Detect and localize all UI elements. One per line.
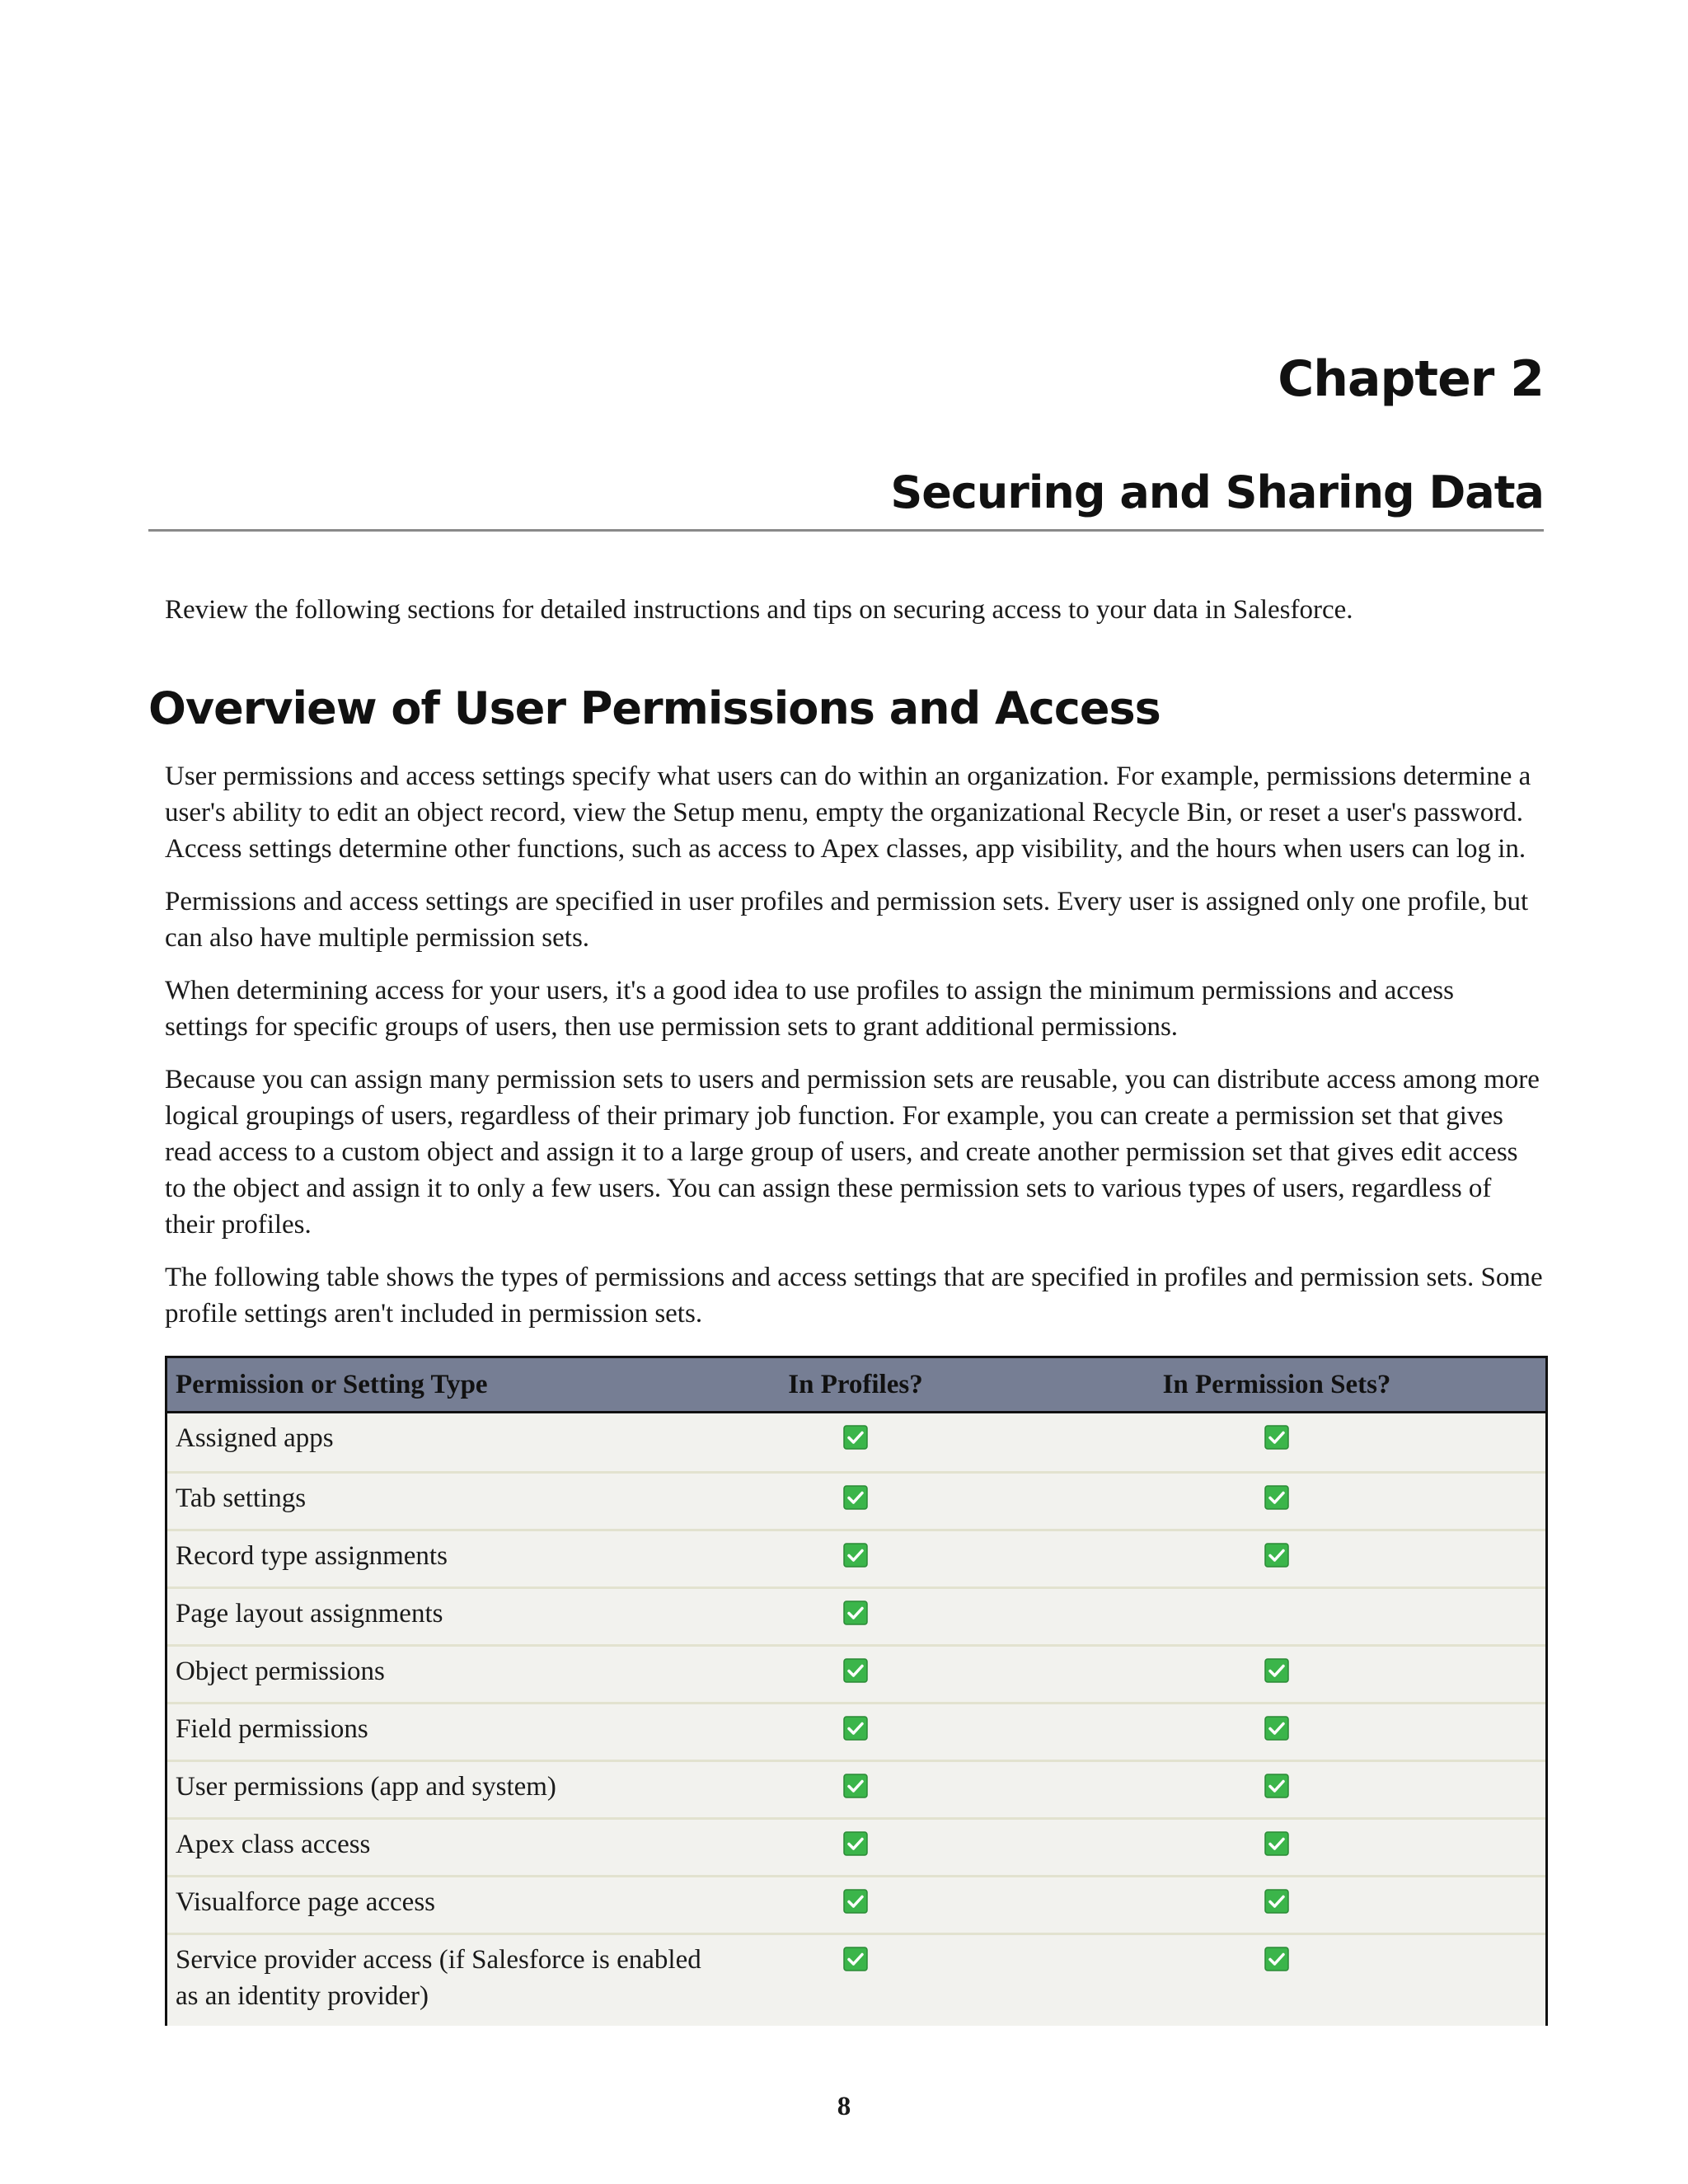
green-check-icon [1264, 1485, 1289, 1510]
title-divider [148, 529, 1544, 532]
in-profiles-cell [703, 1935, 1008, 1971]
green-check-icon [843, 1889, 868, 1914]
in-profiles-cell [703, 1704, 1008, 1741]
in-permission-sets-cell [1008, 1877, 1545, 1914]
table-header-cell: Permission or Setting Type [176, 1369, 488, 1399]
chapter-label: Chapter 2 [1278, 350, 1544, 408]
table-header-cell: In Profiles? [788, 1369, 923, 1399]
intro-paragraph: Review the following sections for detailed instructions and tips on securing access to your data in Salesforce. [165, 595, 1353, 625]
in-permission-sets-cell [1008, 1935, 1545, 1971]
in-profiles-cell [703, 1589, 1008, 1625]
in-profiles-cell [703, 1647, 1008, 1683]
section-heading: Overview of User Permissions and Access [148, 682, 1160, 734]
table-row [167, 1933, 1545, 2026]
green-check-icon [843, 1425, 868, 1450]
page-number: 8 [837, 2092, 851, 2121]
permissions-table [165, 1356, 1548, 2026]
green-check-icon [843, 1658, 868, 1683]
green-check-icon [843, 1831, 868, 1856]
table-row [167, 1471, 1545, 1529]
table-row [167, 1817, 1545, 1875]
permission-type-cell: Page layout assignments [176, 1599, 443, 1629]
in-permission-sets-cell [1008, 1647, 1545, 1683]
in-permission-sets-cell [1008, 1820, 1545, 1856]
table-body [167, 1413, 1545, 2026]
table-row [167, 1413, 1545, 1471]
green-check-icon [843, 1774, 868, 1798]
permission-type-cell: Visualforce page access [176, 1887, 436, 1917]
section-body [165, 758, 1543, 1348]
chapter-title: Securing and Sharing Data [890, 466, 1544, 518]
body-paragraph: The following table shows the types of permissions and access settings that are specified in profiles and permission sets. Some profile settings aren't included in permission sets. [165, 1263, 1543, 1329]
in-profiles-cell [703, 1877, 1008, 1914]
in-profiles-cell [703, 1820, 1008, 1856]
table-row [167, 1529, 1545, 1586]
green-check-icon [1264, 1543, 1289, 1568]
permission-type-cell: Apex class access [176, 1830, 371, 1859]
permission-type-cell: Object permissions [176, 1657, 385, 1686]
body-paragraph: Because you can assign many permission sets to users and permission sets are reusable, you can distribute access among more logical groupings of users, regardless of their primary job function. For example, you can create a permission set that gives read access to a custom object and assign it to a large group of users, and create another permission set that gives edit access to the object and assign it to only a few users. You can assign these permission sets to various types of users, regardless of their profiles. [165, 1065, 1540, 1240]
green-check-icon [1264, 1425, 1289, 1450]
permission-type-cell: Assigned apps [176, 1423, 334, 1453]
table-header-row [167, 1358, 1545, 1413]
body-paragraph: Permissions and access settings are specified in user profiles and permission sets. Every user is assigned only one profile, but can also have multiple permission sets. [165, 887, 1529, 953]
in-permission-sets-cell [1008, 1762, 1545, 1798]
in-permission-sets-cell [1008, 1413, 1545, 1450]
green-check-icon [843, 1947, 868, 1971]
table-header-cell: In Permission Sets? [1162, 1369, 1391, 1399]
green-check-icon [843, 1601, 868, 1625]
in-profiles-cell [703, 1413, 1008, 1450]
table-row [167, 1702, 1545, 1760]
in-permission-sets-cell [1008, 1531, 1545, 1568]
in-permission-sets-cell [1008, 1474, 1545, 1510]
green-check-icon [843, 1485, 868, 1510]
table-row [167, 1760, 1545, 1817]
green-check-icon [843, 1543, 868, 1568]
permission-type-cell: Record type assignments [176, 1541, 448, 1571]
body-paragraph: User permissions and access settings specify what users can do within an organization. For example, permissions determine a user's ability to edit an object record, view the Setup menu, empty the organizational Recycle Bin, or reset a user's password. Access settings determine other functions, such as access to Apex classes, app visibility, and the hours when users can log in. [165, 762, 1531, 864]
permission-type-cell: Tab settings [176, 1483, 307, 1513]
body-paragraph: When determining access for your users, it's a good idea to use profiles to assign the minimum permissions and access settings for specific groups of users, then use permission sets to grant additional permissions. [165, 976, 1454, 1042]
green-check-icon [843, 1716, 868, 1741]
green-check-icon [1264, 1658, 1289, 1683]
green-check-icon [1264, 1947, 1289, 1971]
in-permission-sets-cell [1008, 1704, 1545, 1741]
permission-type-cell: Field permissions [176, 1714, 368, 1744]
table-row [167, 1644, 1545, 1702]
green-check-icon [1264, 1774, 1289, 1798]
in-profiles-cell [703, 1531, 1008, 1568]
permission-type-cell: Service provider access (if Salesforce is enabled as an identity provider) [176, 1945, 701, 2011]
in-profiles-cell [703, 1762, 1008, 1798]
table-row [167, 1875, 1545, 1933]
in-permission-sets-cell [1008, 1589, 1545, 1601]
permission-type-cell: User permissions (app and system) [176, 1772, 556, 1802]
green-check-icon [1264, 1716, 1289, 1741]
in-profiles-cell [703, 1474, 1008, 1510]
green-check-icon [1264, 1831, 1289, 1856]
green-check-icon [1264, 1889, 1289, 1914]
table-row [167, 1586, 1545, 1644]
